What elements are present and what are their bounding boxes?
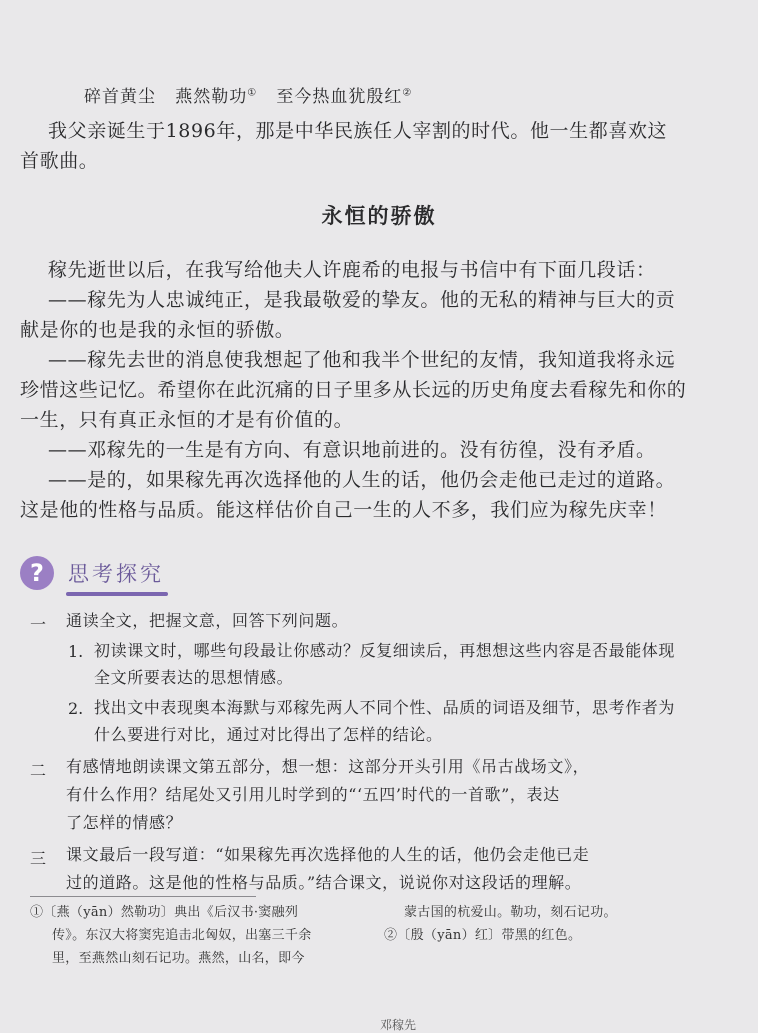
footnote-line: 蒙古国的杭爱山。勒功，刻石记功。	[404, 905, 617, 920]
body-line: ——稼先为人忠诚纯正，是我最敬爱的挚友。他的无私的精神与巨大的贡	[48, 289, 676, 311]
subquestion-number: 2.	[68, 699, 84, 718]
body-line: 一生，只有真正永恒的才是有价值的。	[20, 409, 354, 431]
question-number: 三	[30, 849, 47, 868]
page-footer: 邓稼先	[380, 1018, 417, 1032]
intro-line-1: 我父亲诞生于1896年，那是中华民族任人宰割的时代。他一生都喜欢这	[48, 120, 668, 142]
footnote-line: 传》。东汉大将窦宪追击北匈奴，出塞三千余	[52, 928, 312, 943]
poem-part-3: 至今热血犹殷红	[276, 87, 403, 107]
body-line: 稼先逝世以后，在我写给他夫人许鹿希的电报与书信中有下面几段话：	[48, 259, 656, 281]
exercise-section-title: 思考探究	[68, 558, 164, 588]
poem-part-1: 碎首黄尘	[84, 87, 156, 107]
footnote-ref-2[interactable]: ②	[402, 87, 413, 99]
subquestion-line: 初读课文时，哪些句段最让你感动？反复细读后，再想想这些内容是否最能体现	[94, 641, 676, 660]
body-line: 这是他的性格与品质。能这样估价自己一生的人不多，我们应为稼先庆幸！	[20, 499, 667, 521]
subquestion-line: 全文所要表达的思想情感。	[94, 668, 294, 687]
footnote-line: ②〔殷（yān）红〕带黑的红色。	[384, 928, 582, 943]
question-line: 课文最后一段写道：“如果稼先再次选择他的人生的话，他仍会走他已走	[66, 845, 590, 864]
question-line: 有感情地朗读课文第五部分，想一想：这部分开头引用《吊古战场文》，	[66, 757, 590, 776]
poem-line	[84, 82, 412, 107]
section-heading: 永恒的骄傲	[321, 203, 437, 228]
question-text: 通读全文，把握文意，回答下列问题。	[66, 611, 349, 630]
footnote-line: 里，至燕然山刻石记功。燕然，山名，即今	[52, 951, 305, 966]
body-line: 献是你的也是我的永恒的骄傲。	[20, 319, 295, 341]
question-line: 了怎样的情感？	[66, 813, 183, 832]
footnote-divider	[30, 896, 256, 897]
question-number: 二	[30, 761, 47, 780]
footnote-ref-1[interactable]: ①	[247, 87, 258, 99]
body-line: ——稼先去世的消息使我想起了他和我半个世纪的友情，我知道我将永远	[48, 349, 676, 371]
exercise-section-header	[20, 556, 164, 590]
body-line: ——邓稼先的一生是有方向、有意识地前进的。没有彷徨，没有矛盾。	[48, 439, 656, 461]
body-line: ——是的，如果稼先再次选择他的人生的话，他仍会走他已走过的道路。	[48, 469, 676, 491]
footnote-line: ①〔燕（yān）然勒功〕典出《后汉书·窦融列	[30, 905, 299, 920]
question-line: 有什么作用？结尾处又引用儿时学到的“‘五四’时代的一首歌”，表达	[66, 785, 560, 804]
intro-line-2: 首歌曲。	[20, 150, 99, 172]
subquestion-line: 找出文中表现奥本海默与邓稼先两人不同个性、品质的词语及细节，思考作者为	[94, 698, 676, 717]
subquestion-line: 什么要进行对比，通过对比得出了怎样的结论。	[94, 725, 443, 744]
body-line: 珍惜这些记忆。希望你在此沉痛的日子里多从长远的历史角度去看稼先和你的	[20, 379, 687, 401]
subquestion-number: 1.	[68, 642, 84, 661]
poem-part-2: 燕然勒功	[175, 87, 248, 107]
question-number: 一	[30, 615, 47, 634]
question-line: 过的道路。这是他的性格与品质。”结合课文，说说你对这段话的理解。	[66, 873, 582, 892]
question-mark-icon: ?	[20, 556, 54, 590]
